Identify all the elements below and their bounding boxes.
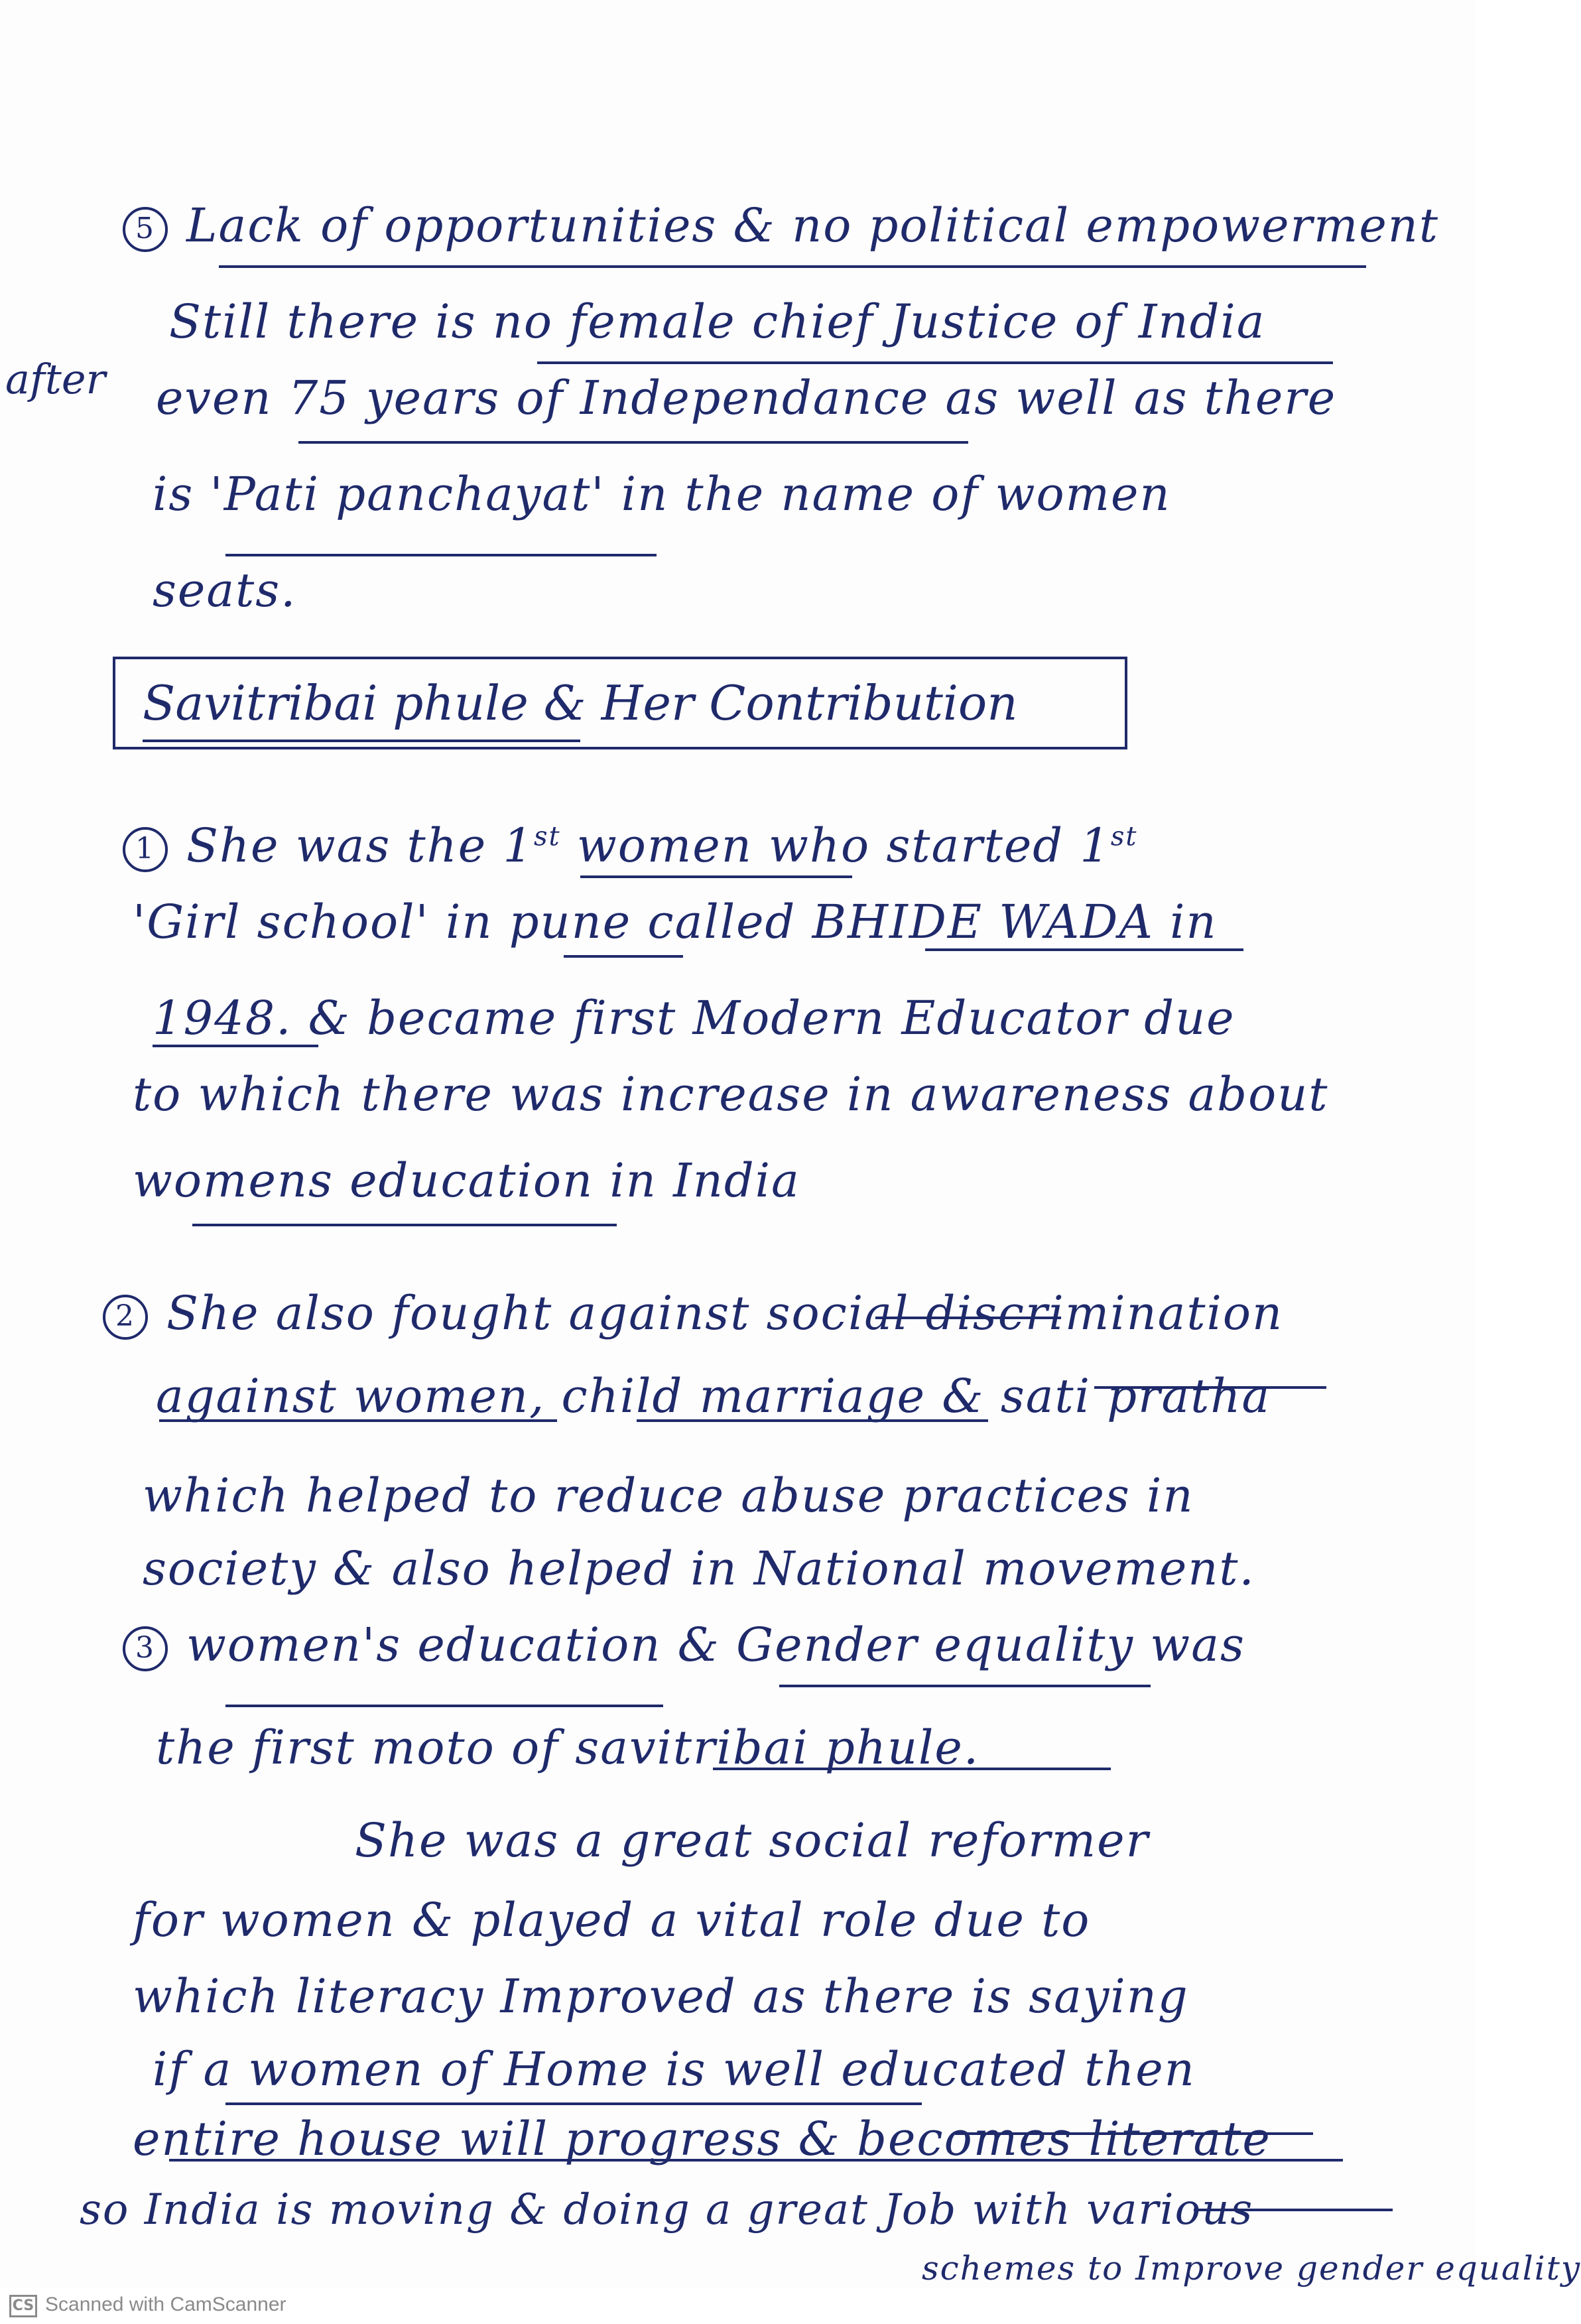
underline: [580, 875, 852, 878]
underline: [143, 740, 580, 742]
conclusion-line: so India is moving & doing a great Job with various: [80, 2185, 1254, 2234]
underline: [225, 554, 657, 556]
underline: [153, 1045, 318, 1047]
point2-line: which helped to reduce abuse practices in: [143, 1468, 1194, 1523]
point3-line: the first moto of savitribai phule.: [156, 1720, 980, 1775]
margin-note: after: [5, 355, 106, 403]
underline: [298, 441, 968, 444]
underline: [637, 1419, 988, 1422]
number-circle: 5: [123, 207, 168, 252]
point1-line: 1 She was the 1st women who started 1st: [123, 822, 1137, 872]
conclusion-line: if a women of Home is well educated then: [153, 2042, 1196, 2097]
underline: [169, 2159, 1343, 2162]
point1-line: to which there was increase in awareness about: [133, 1067, 1329, 1122]
scanner-footer: [0, 2288, 1475, 2324]
underline: [564, 955, 683, 958]
superscript: st: [1110, 821, 1138, 852]
point3-line: [123, 1618, 1245, 1672]
section5-title-text: Lack of opportunities & no political empowerment: [186, 198, 1439, 253]
underline: [955, 2132, 1313, 2135]
point1-text-a: She was the: [186, 818, 487, 873]
footer-text: Scanned with CamScanner: [45, 2293, 286, 2315]
conclusion-line: entire house will progress & becomes literate: [133, 2112, 1271, 2166]
underline: [225, 1705, 663, 1707]
underline: [225, 2102, 922, 2105]
conclusion-line: She was a great social reformer: [355, 1813, 1150, 1868]
underline: [925, 948, 1243, 951]
section5-line: seats.: [153, 563, 297, 617]
conclusion-line: which literacy Improved as there is saying: [133, 1969, 1189, 2024]
point1-line: 'Girl school' in pune called BHIDE WADA in: [133, 895, 1218, 949]
superscript: st: [533, 821, 561, 852]
section5-title: [123, 198, 1439, 253]
camscanner-logo: CS: [9, 2295, 37, 2317]
section5-line: is 'Pati panchayat' in the name of women: [153, 467, 1171, 521]
underline: [192, 1224, 617, 1226]
section5-line: even 75 years of Independance as well as there: [156, 371, 1337, 425]
point3-text: women's education & Gender equality was: [186, 1618, 1245, 1672]
underline: [1094, 1386, 1326, 1389]
point1-text-b: women who started: [576, 818, 1064, 873]
conclusion-line: schemes to Improve gender equality: [922, 2249, 1581, 2288]
point2-line: [103, 1286, 1284, 1340]
underline: [159, 1419, 557, 1422]
conclusion-line: for women & played a vital role due to: [133, 1893, 1091, 1947]
heading: Savitribai phule & Her Contribution: [143, 675, 1018, 731]
underline: [537, 361, 1333, 364]
point1-line: 1948. & became first Modern Educator due: [153, 991, 1235, 1045]
underline: [1194, 2209, 1393, 2211]
point2-line: society & also helped in National movement.: [143, 1541, 1255, 1596]
number-circle: 3: [123, 1626, 168, 1671]
section5-line: Still there is no female chief Justice of India: [169, 294, 1266, 349]
underline: [779, 1685, 1151, 1687]
number-circle: 2: [103, 1295, 148, 1340]
number-circle: 1: [123, 827, 168, 872]
underline: [219, 265, 1366, 268]
point1-line: womens education in India: [133, 1153, 800, 1208]
point2-text: She also fought against social discrimination: [166, 1286, 1284, 1340]
underline: [713, 1768, 1111, 1770]
point2-line: against women, child marriage & sati pratha: [156, 1369, 1271, 1423]
underline: [875, 1317, 1061, 1319]
